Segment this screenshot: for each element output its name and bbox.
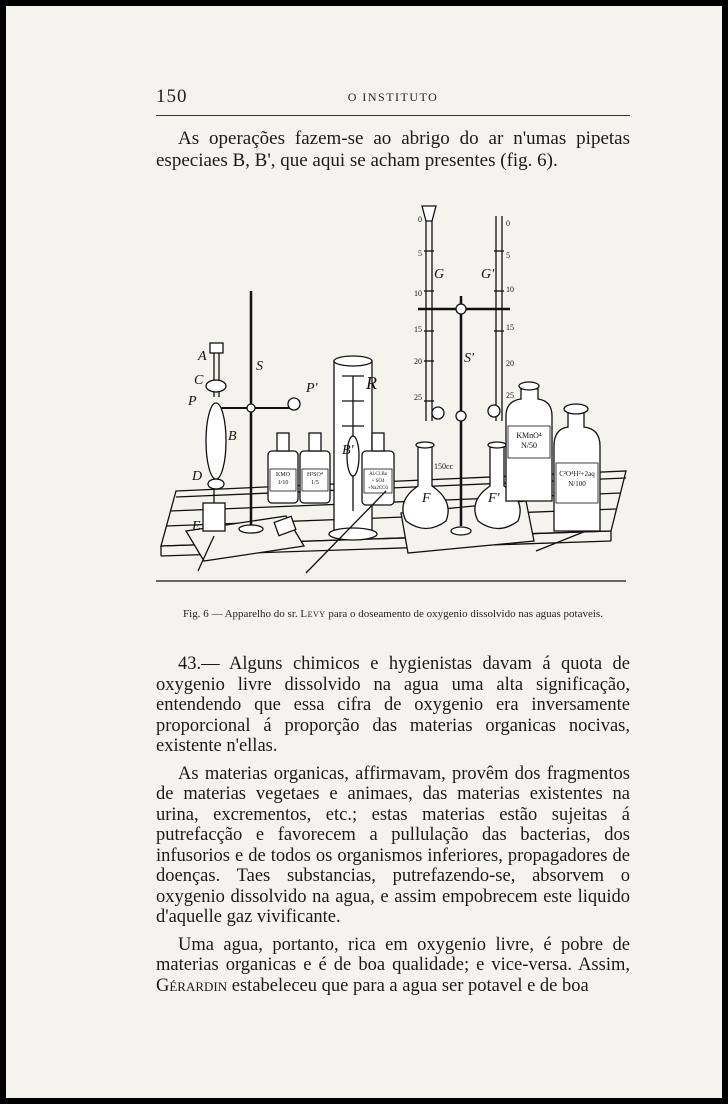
scale-15-right: 15 [506,323,514,332]
bottle-label-4-line1: KMnO⁴ [516,431,542,440]
scale-25-left: 25 [414,393,422,402]
bottle-label-4-line2: N/50 [521,441,537,450]
bottle-label-5 [556,469,598,489]
label-p: P [188,394,197,409]
label-e: E [192,519,201,534]
body-text [156,654,630,1003]
scale-20-left: 20 [414,357,422,366]
bottle-label-5-line1: C²O⁴H²+2aq [559,470,595,478]
label-s: S [256,359,263,374]
scale-5-right: 5 [506,251,510,260]
bottle-label-3-line1: Al.Cl.Ba [369,472,387,477]
scale-20-right: 20 [506,359,514,368]
author-name-gerardin: Gérardin [156,975,228,996]
caption-prefix: Fig. 6 — Apparelho do sr. [183,608,298,620]
paragraph-gerardin-start: Uma agua, portanto, rica em oxygenio livre, é pobre de materias organicas e é de boa qualidade; e vice-versa. Assim, [156,934,630,975]
scale-15-left: 15 [414,325,422,334]
label-g-prime: G' [481,267,495,282]
flask-volume-label: 150cc [434,462,454,471]
page-number: 150 [156,86,188,107]
header-rule [156,115,630,116]
bottle-label-1-line1: KMO [275,472,290,478]
bottle-label-2 [302,471,328,487]
bottle-label-4 [508,431,550,451]
bottle-label-1 [270,471,296,487]
label-f: F [422,491,431,506]
label-r: R [366,373,377,393]
paragraph-gerardin-end: estabeleceu que para a agua ser potavel e de boa [231,975,589,996]
label-d: D [192,469,203,484]
intro-paragraph: As operações fazem-se ao abrigo do ar n'umas pipetas especiaes B, B', que aqui se acham presentes (fig. 6). [156,128,630,171]
caption-name: Levy [300,608,326,620]
scale-10-right: 10 [506,285,514,294]
bottle-label-5-line2: N/100 [568,480,586,488]
label-g: G [434,267,445,282]
scale-0-right: 0 [506,219,510,228]
caption-suffix: para o doseamento de oxygenio dissolvido nas aguas potaveis. [328,608,603,620]
label-f-prime: F' [488,491,500,506]
bottle-label-2-line1: H²SO⁴ [307,472,323,478]
label-b: B [228,429,237,444]
bottle-label-3 [364,471,392,492]
bottle-label-1-line2: 1/10 [277,480,289,486]
running-title: O INSTITUTO [347,90,439,104]
label-b-prime: B' [342,443,354,458]
book-page [6,6,722,1098]
scale-10-left: 10 [414,289,422,298]
scale-5-left: 5 [418,249,422,258]
paragraph-organic-matter: As materias organicas, affirmavam, provêm dos fragmentos de materias vegetaes e animaes, das materias existentes na urina, excrementos, etc.; estas materias estão sujeitas á putrefacção e favorecem a pullulação das bacterias, dos infusorios e de todos os organismos inferiores, propagadores de doenças. Taes substancias, putrefazendo-se, absorvem o oxygenio dissolvido na agua, e assim empobrecem este liquido d'aquelle gaz vivificante. [156,763,630,927]
label-p-prime: P' [306,381,318,396]
paragraph-43: 43.— Alguns chimicos e hygienistas davam á quota de oxygenio livre dissolvido na agua uma alta significação, entendendo que essa cifra de oxygenio era inversamente proporcional á proporção das materias organicas nocivas, existente n'ellas. [156,654,630,756]
label-a: A [198,349,207,364]
figure-apparatus [156,201,630,591]
label-s-prime: S' [464,351,474,366]
page-header [156,86,630,106]
scale-25-right: 25 [506,391,514,400]
scale-0-left: 0 [418,215,422,224]
bottle-labels [156,201,630,591]
bottle-label-3-line2: + SO4 +Na2CO3 [367,479,389,491]
figure-caption [156,608,630,620]
paragraph-gerardin [156,935,630,997]
bottle-label-2-line2: 1/5 [311,480,319,486]
label-c: C [194,373,204,388]
